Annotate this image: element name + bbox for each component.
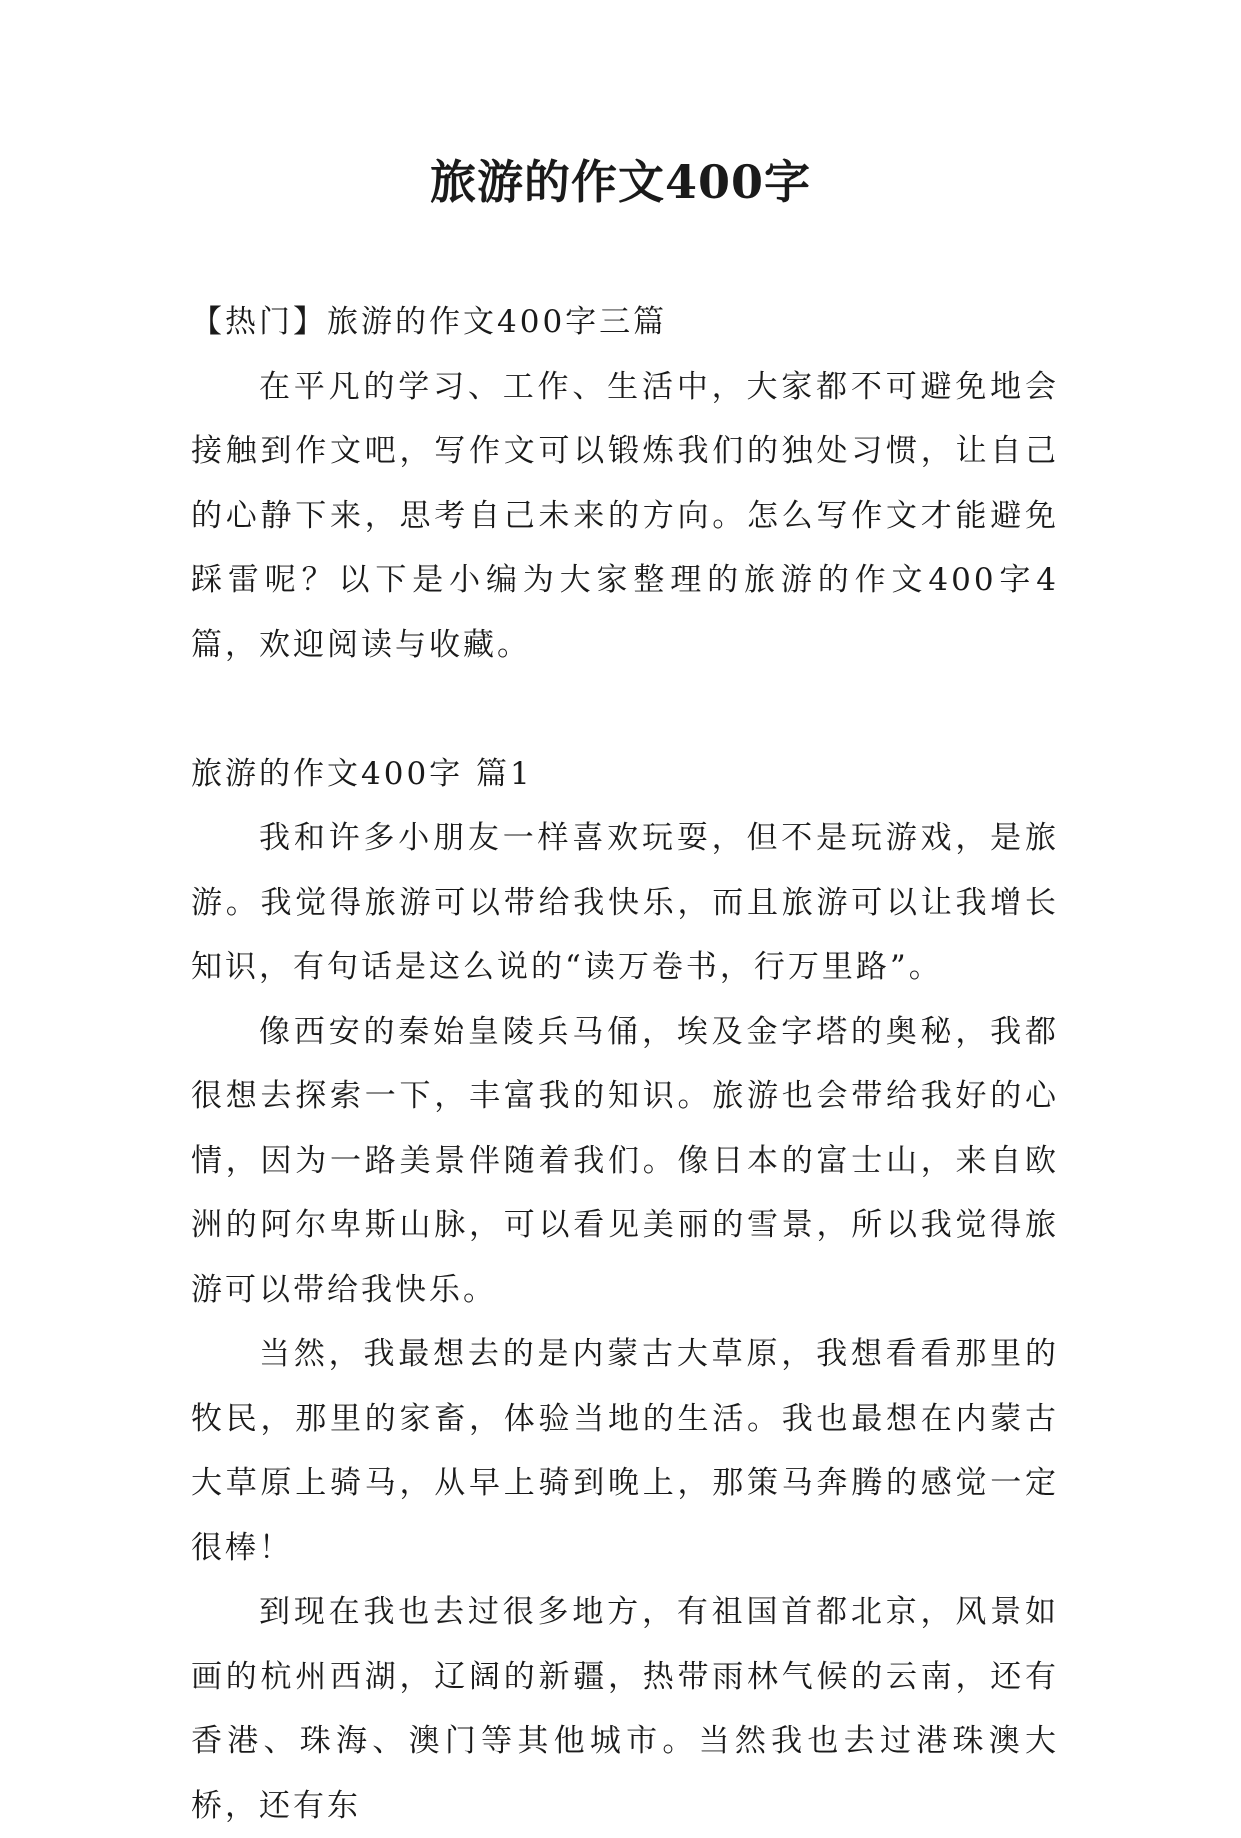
page-title: 旅游的作文400字 <box>429 155 812 209</box>
document-body <box>191 290 1059 1838</box>
section-title: 旅游的作文400字 篇1 <box>191 755 533 792</box>
intro-paragraph: 在平凡的学习、工作、生活中，大家都不可避免地会接触到作文吧，写作文可以锻炼我们的独处习惯，让自己的心静下来，思考自己未来的方向。怎么写作文才能避免踩雷呢？以下是小编为大家整理的旅游的作文400字4篇，欢迎阅读与收藏。 <box>191 368 1059 663</box>
body-paragraph: 我和许多小朋友一样喜欢玩耍，但不是玩游戏，是旅游。我觉得旅游可以带给我快乐，而且旅游可以让我增长知识，有句话是这么说的“读万卷书，行万里路”。 <box>191 820 1059 985</box>
body-paragraph: 到现在我也去过很多地方，有祖国首都北京，风景如画的杭州西湖，辽阔的新疆，热带雨林气候的云南，还有香港、珠海、澳门等其他城市。当然我也去过港珠澳大桥，还有东 <box>191 1594 1059 1824</box>
section-spacer <box>191 677 1059 742</box>
body-paragraph: 像西安的秦始皇陵兵马俑，埃及金字塔的奥秘，我都很想去探索一下，丰富我的知识。旅游也会带给我好的心情，因为一路美景伴随着我们。像日本的富士山，来自欧洲的阿尔卑斯山脉，可以看见美丽的雪景，所以我觉得旅游可以带给我快乐。 <box>191 1013 1059 1308</box>
body-paragraph: 当然，我最想去的是内蒙古大草原，我想看看那里的牧民，那里的家畜，体验当地的生活。我也最想在内蒙古大草原上骑马，从早上骑到晚上，那策马奔腾的感觉一定很棒！ <box>191 1336 1059 1566</box>
article-heading: 【热门】旅游的作文400字三篇 <box>191 304 668 340</box>
